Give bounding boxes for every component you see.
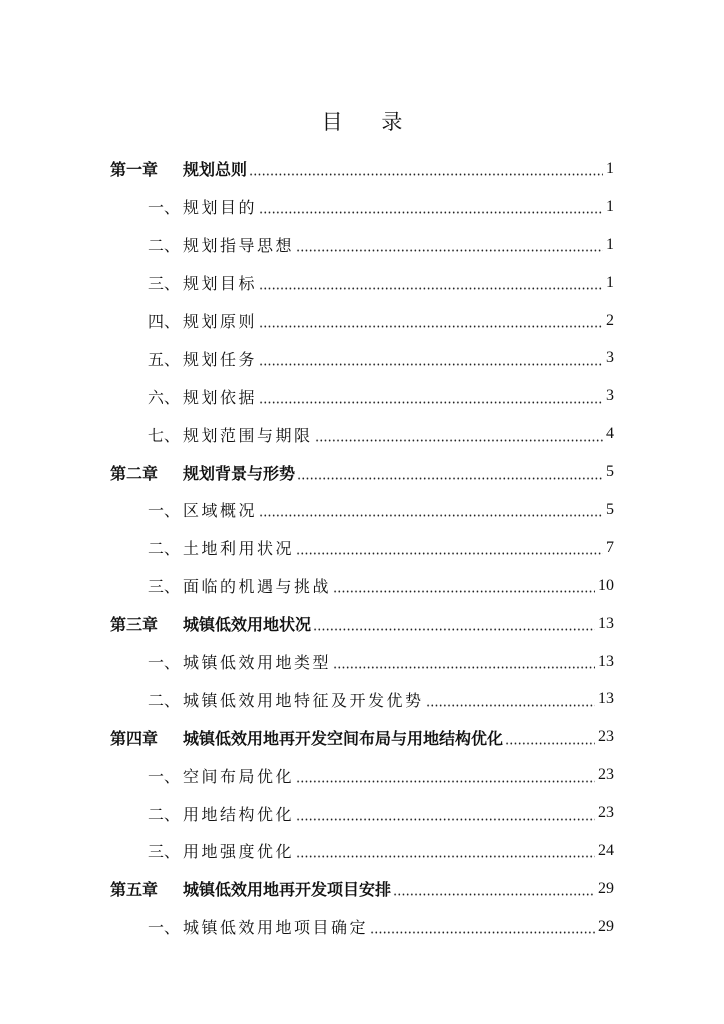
toc-page-number: 13	[598, 652, 614, 670]
toc-entry-number: 第三章	[110, 615, 159, 635]
dot-leader	[259, 287, 603, 290]
dot-leader	[505, 742, 595, 745]
toc-entry-title: 城镇低效用地再开发项目安排	[183, 880, 392, 900]
toc-entry-number: 第一章	[110, 160, 159, 180]
toc-entry-title: 规划目的	[183, 198, 258, 218]
toc-section-entry[interactable]	[110, 339, 614, 377]
toc-entry-number: 一、	[148, 198, 181, 218]
toc-section-entry[interactable]	[110, 302, 614, 340]
toc-section-entry[interactable]	[110, 567, 614, 605]
toc-entry-number: 六、	[148, 387, 181, 407]
toc-section-entry[interactable]	[110, 415, 614, 453]
toc-section-entry[interactable]	[110, 188, 614, 226]
toc-page-number: 13	[598, 690, 614, 708]
dot-leader	[296, 552, 603, 555]
toc-chapter-entry[interactable]	[110, 605, 614, 643]
toc-entry-title: 区域概况	[183, 501, 258, 521]
dot-leader	[259, 325, 603, 328]
toc-entry-title: 规划目标	[183, 274, 258, 294]
dot-leader	[333, 590, 595, 593]
toc-page-number: 1	[606, 273, 614, 291]
toc-entry-title: 规划背景与形势	[183, 463, 296, 483]
toc-page-number: 3	[606, 387, 614, 405]
toc-entry-number: 三、	[148, 577, 181, 597]
toc-entry-title: 规划原则	[183, 312, 258, 331]
toc-chapter-entry[interactable]	[110, 150, 614, 188]
toc-chapter-entry[interactable]	[110, 453, 614, 491]
dot-leader	[296, 249, 603, 252]
dot-leader	[315, 439, 603, 442]
toc-section-entry[interactable]	[110, 794, 614, 832]
toc-entry-number: 第四章	[110, 728, 159, 748]
toc-entry-number: 二、	[148, 236, 181, 256]
toc-page-number: 29	[598, 917, 614, 935]
toc-page-number: 5	[606, 463, 614, 481]
toc-page-number: 4	[606, 425, 614, 443]
dot-leader	[296, 780, 595, 783]
toc-entry-title: 城镇低效用地状况	[183, 615, 312, 635]
dot-leader	[333, 666, 595, 669]
toc-page-number: 1	[606, 235, 614, 253]
toc-entry-number: 三、	[148, 842, 181, 862]
dot-leader	[393, 893, 595, 896]
toc-entry-title: 规划范围与期限	[183, 425, 313, 445]
dot-leader	[259, 363, 603, 366]
toc-page-number: 23	[598, 804, 614, 822]
toc-page-number: 13	[598, 614, 614, 632]
toc-page-number: 29	[598, 879, 614, 897]
dot-leader	[313, 628, 595, 631]
toc-entry-title: 用地结构优化	[183, 804, 295, 824]
page-title: 目 录	[321, 110, 419, 135]
dot-leader	[426, 704, 595, 707]
dot-leader	[259, 401, 603, 404]
toc-entry-title: 城镇低效用地再开发空间布局与用地结构优化	[183, 728, 504, 748]
toc-entry-number: 二、	[148, 539, 181, 559]
toc-entry-number: 二、	[148, 690, 181, 710]
toc-page-number: 5	[606, 500, 614, 518]
dot-leader	[296, 818, 595, 821]
toc-section-entry[interactable]	[110, 908, 614, 946]
toc-page-number: 10	[598, 576, 614, 594]
toc-entry-number: 一、	[148, 501, 181, 521]
dot-leader	[296, 855, 595, 858]
toc-page-number: 23	[598, 728, 614, 746]
toc-entry-title: 用地强度优化	[183, 842, 295, 862]
toc-page-number: 1	[606, 159, 614, 177]
toc-entry-number: 五、	[148, 349, 181, 369]
toc-section-entry[interactable]	[110, 680, 614, 718]
toc-entry-title: 城镇低效用地项目确定	[183, 918, 369, 938]
toc-entry-title: 规划指导思想	[183, 236, 295, 256]
toc-entry-title: 城镇低效用地特征及开发优势	[183, 690, 424, 710]
dot-leader	[259, 514, 603, 517]
dot-leader	[370, 931, 595, 934]
toc-entry-number: 七、	[148, 425, 181, 445]
toc-entry-title: 规划任务	[183, 349, 258, 369]
toc-section-entry[interactable]	[110, 643, 614, 681]
toc-entry-title: 规划总则	[183, 160, 248, 180]
toc-page-number: 3	[606, 349, 614, 367]
toc-section-entry[interactable]	[110, 756, 614, 794]
dot-leader	[249, 173, 603, 176]
table-of-contents	[110, 150, 614, 946]
toc-section-entry[interactable]	[110, 832, 614, 870]
toc-entry-number: 四、	[148, 312, 181, 331]
dot-leader	[297, 477, 603, 480]
toc-page-number: 2	[606, 311, 614, 329]
toc-entry-number: 二、	[148, 804, 181, 824]
toc-page-number: 24	[598, 841, 614, 859]
toc-entry-title: 空间布局优化	[183, 766, 295, 786]
toc-entry-number: 一、	[148, 766, 181, 786]
toc-entry-number: 一、	[148, 653, 181, 673]
toc-section-entry[interactable]	[110, 264, 614, 302]
toc-entry-title: 面临的机遇与挑战	[183, 577, 332, 597]
toc-entry-number: 一、	[148, 918, 181, 938]
toc-section-entry[interactable]	[110, 529, 614, 567]
toc-section-entry[interactable]	[110, 226, 614, 264]
toc-section-entry[interactable]	[110, 377, 614, 415]
toc-page-number: 1	[606, 197, 614, 215]
toc-entry-number: 三、	[148, 274, 181, 294]
toc-chapter-entry[interactable]	[110, 870, 614, 908]
dot-leader	[259, 211, 603, 214]
toc-entry-number: 第二章	[110, 463, 159, 483]
toc-entry-number: 第五章	[110, 880, 159, 900]
toc-page-number: 23	[598, 766, 614, 784]
toc-section-entry[interactable]	[110, 491, 614, 529]
toc-entry-title: 土地利用状况	[183, 539, 295, 559]
toc-page-number: 7	[606, 538, 614, 556]
toc-chapter-entry[interactable]	[110, 718, 614, 756]
toc-entry-title: 城镇低效用地类型	[183, 653, 332, 673]
toc-entry-title: 规划依据	[183, 387, 258, 407]
